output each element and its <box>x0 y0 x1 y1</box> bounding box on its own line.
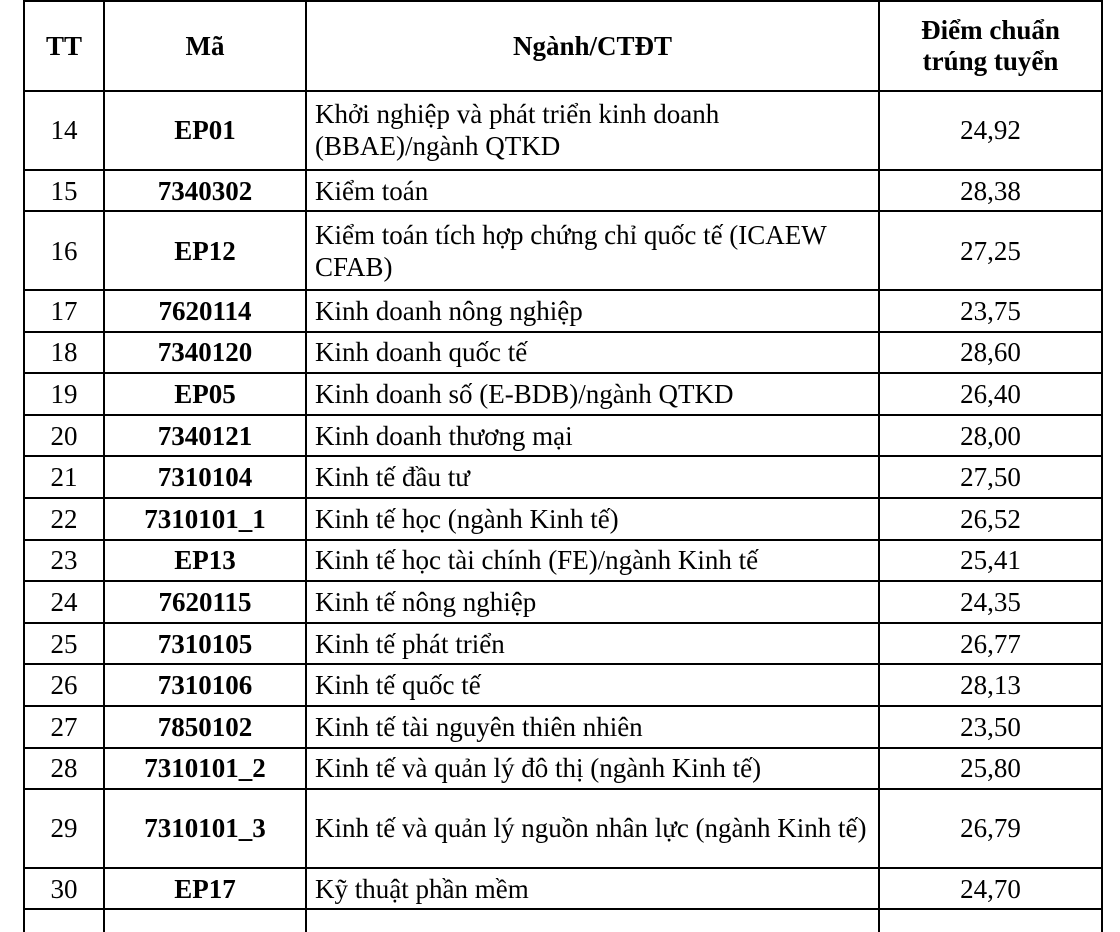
cell-nganh: Kinh tế đầu tư <box>306 456 879 498</box>
cell-tt: 23 <box>24 540 104 582</box>
table-row <box>24 498 1102 540</box>
cell-diem: 28,00 <box>879 415 1102 457</box>
header-diem <box>879 1 1102 91</box>
cell-ma: EP13 <box>104 540 306 582</box>
cell-nganh: Kinh tế tài nguyên thiên nhiên <box>306 706 879 748</box>
cell-nganh: Kinh tế học tài chính (FE)/ngành Kinh tế <box>306 540 879 582</box>
cell-ma: 7340120 <box>104 332 306 374</box>
cell-ma: 7620115 <box>104 581 306 623</box>
table-row <box>24 91 1102 170</box>
cell-tt: 20 <box>24 415 104 457</box>
cell-ma: 7310106 <box>104 664 306 706</box>
cell-nganh: Kiểm toán <box>306 170 879 212</box>
table-row <box>24 415 1102 457</box>
cell-diem: 28,38 <box>879 170 1102 212</box>
table-row <box>24 868 1102 910</box>
cell-nganh: Kinh tế quốc tế <box>306 664 879 706</box>
cell-tt: 25 <box>24 623 104 665</box>
table-row-partial <box>24 909 1102 932</box>
table-header <box>24 1 1102 91</box>
cell-tt: 19 <box>24 373 104 415</box>
table-row <box>24 332 1102 374</box>
cell-ma: 7340302 <box>104 170 306 212</box>
cell-ma: 7310105 <box>104 623 306 665</box>
cell-tt: 15 <box>24 170 104 212</box>
table-row <box>24 170 1102 212</box>
header-nganh: Ngành/CTĐT <box>306 1 879 91</box>
cell-diem: 23,75 <box>879 290 1102 332</box>
cell-ma: 7310104 <box>104 456 306 498</box>
table-row <box>24 540 1102 582</box>
cell-nganh: Kinh tế phát triển <box>306 623 879 665</box>
cell-diem: 24,35 <box>879 581 1102 623</box>
cell-ma: EP01 <box>104 91 306 170</box>
cell-diem: 28,60 <box>879 332 1102 374</box>
table-row <box>24 706 1102 748</box>
cell-tt: 29 <box>24 789 104 868</box>
cell-tt: 26 <box>24 664 104 706</box>
cell-ma: 7850102 <box>104 706 306 748</box>
cell-ma-empty <box>104 909 306 932</box>
table-row <box>24 456 1102 498</box>
cell-ma: 7340121 <box>104 415 306 457</box>
cell-nganh-empty <box>306 909 879 932</box>
cell-ma: EP05 <box>104 373 306 415</box>
cell-tt: 30 <box>24 868 104 910</box>
admission-score-table <box>23 0 1103 932</box>
cell-nganh: Kinh tế học (ngành Kinh tế) <box>306 498 879 540</box>
table-row <box>24 789 1102 868</box>
cell-diem: 23,50 <box>879 706 1102 748</box>
cell-diem: 27,25 <box>879 211 1102 290</box>
cell-nganh: Khởi nghiệp và phát triển kinh doanh (BBAE)/ngành QTKD <box>306 91 879 170</box>
cell-ma: EP12 <box>104 211 306 290</box>
header-diem-line1: Điểm chuẩn <box>921 15 1060 45</box>
cell-nganh: Kinh tế nông nghiệp <box>306 581 879 623</box>
cell-ma: 7620114 <box>104 290 306 332</box>
cell-tt: 14 <box>24 91 104 170</box>
cell-tt: 24 <box>24 581 104 623</box>
table-row <box>24 373 1102 415</box>
cell-nganh: Kiểm toán tích hợp chứng chỉ quốc tế (ICAEW CFAB) <box>306 211 879 290</box>
table-row <box>24 581 1102 623</box>
table-body <box>24 91 1102 932</box>
cell-nganh: Kinh tế và quản lý đô thị (ngành Kinh tế) <box>306 748 879 790</box>
cell-diem: 26,77 <box>879 623 1102 665</box>
cell-tt: 21 <box>24 456 104 498</box>
table-row <box>24 211 1102 290</box>
cell-nganh: Kỹ thuật phần mềm <box>306 868 879 910</box>
cell-diem: 24,92 <box>879 91 1102 170</box>
cell-nganh: Kinh doanh quốc tế <box>306 332 879 374</box>
cell-tt: 22 <box>24 498 104 540</box>
header-row <box>24 1 1102 91</box>
cell-tt: 27 <box>24 706 104 748</box>
cell-diem: 26,40 <box>879 373 1102 415</box>
cell-nganh: Kinh tế và quản lý nguồn nhân lực (ngành Kinh tế) <box>306 789 879 868</box>
cell-tt: 16 <box>24 211 104 290</box>
cell-nganh: Kinh doanh thương mại <box>306 415 879 457</box>
cell-diem: 25,41 <box>879 540 1102 582</box>
cell-ma: 7310101_2 <box>104 748 306 790</box>
header-tt: TT <box>24 1 104 91</box>
cell-tt-empty <box>24 909 104 932</box>
cell-diem: 26,52 <box>879 498 1102 540</box>
cell-ma: 7310101_1 <box>104 498 306 540</box>
cell-diem: 26,79 <box>879 789 1102 868</box>
cell-ma: EP17 <box>104 868 306 910</box>
table-row <box>24 748 1102 790</box>
cell-diem: 25,80 <box>879 748 1102 790</box>
cell-tt: 28 <box>24 748 104 790</box>
table-row <box>24 664 1102 706</box>
header-diem-line2: trúng tuyển <box>922 46 1059 76</box>
cell-diem: 24,70 <box>879 868 1102 910</box>
table-row <box>24 290 1102 332</box>
header-ma: Mã <box>104 1 306 91</box>
table-row <box>24 623 1102 665</box>
cell-tt: 17 <box>24 290 104 332</box>
cell-nganh: Kinh doanh số (E-BDB)/ngành QTKD <box>306 373 879 415</box>
cell-diem: 28,13 <box>879 664 1102 706</box>
cell-tt: 18 <box>24 332 104 374</box>
cell-diem-empty <box>879 909 1102 932</box>
cell-ma: 7310101_3 <box>104 789 306 868</box>
cell-diem: 27,50 <box>879 456 1102 498</box>
cell-nganh: Kinh doanh nông nghiệp <box>306 290 879 332</box>
